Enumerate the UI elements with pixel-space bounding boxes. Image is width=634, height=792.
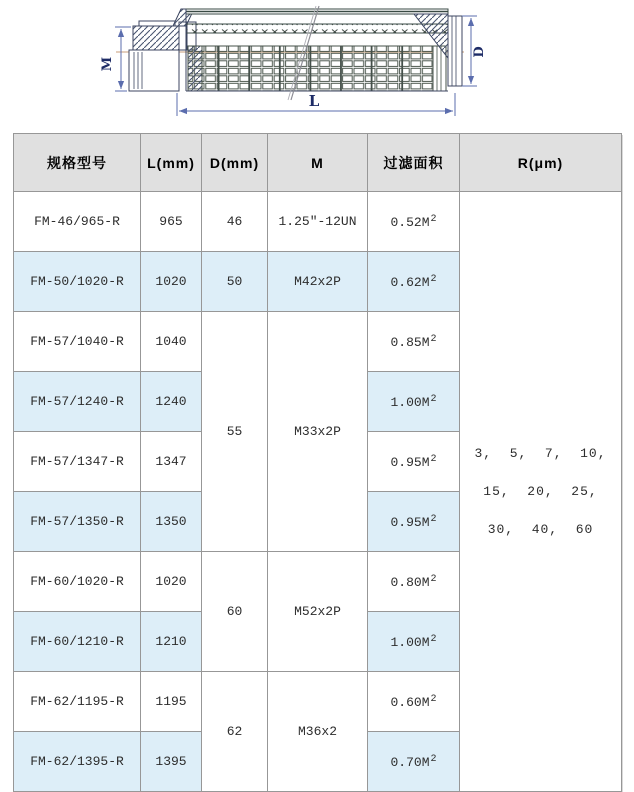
cell-model: FM-60/1020-R (14, 552, 141, 612)
cell-length: 1040 (141, 312, 202, 372)
header-row (14, 134, 622, 192)
table-row (14, 192, 622, 252)
cell-model: FM-57/1350-R (14, 492, 141, 552)
col-header-length: L(mm) (141, 134, 202, 192)
cell-diameter: 62 (202, 672, 268, 792)
col-header-diameter: D(mm) (202, 134, 268, 192)
cell-length: 1395 (141, 732, 202, 792)
area-superscript: 2 (430, 333, 437, 345)
cell-diameter: 55 (202, 312, 268, 552)
cell-model: FM-62/1195-R (14, 672, 141, 732)
cell-diameter: 60 (202, 552, 268, 672)
col-header-rating: R(μm) (460, 134, 622, 192)
dim-label-d: D (472, 46, 487, 58)
rating-line: 30, 40, 60 (487, 521, 594, 537)
cell-area: $0.60M^2$ (368, 672, 460, 732)
cell-model: FM-57/1240-R (14, 372, 141, 432)
cell-thread: 1.25″-12UN (268, 192, 368, 252)
dim-label-l: L (308, 92, 320, 110)
cell-area: $1.00M^2$ (368, 612, 460, 672)
area-superscript: 2 (430, 633, 437, 645)
cell-model: FM-50/1020-R (14, 252, 141, 312)
cell-diameter: 50 (202, 252, 268, 312)
area-superscript: 2 (430, 753, 437, 765)
cell-length: 965 (141, 192, 202, 252)
cell-area: $0.70M^2$ (368, 732, 460, 792)
rating-line: 15, 20, 25, (483, 483, 598, 499)
filter-element-diagram (0, 0, 634, 133)
cell-length: 1020 (141, 252, 202, 312)
cell-thread: M33x2P (268, 312, 368, 552)
cell-area: $0.95M^2$ (368, 492, 460, 552)
col-header-model: 规格型号 (14, 134, 141, 192)
area-superscript: 2 (430, 513, 437, 525)
cell-model: FM-57/1040-R (14, 312, 141, 372)
rating-line: 3, 5, 7, 10, (474, 445, 607, 461)
cell-length: 1240 (141, 372, 202, 432)
cell-model: FM-60/1210-R (14, 612, 141, 672)
dim-label-m: M (100, 56, 115, 72)
cell-thread: M36x2 (268, 672, 368, 792)
cell-rating (460, 192, 622, 792)
cell-length: 1347 (141, 432, 202, 492)
cell-area: $0.52M^2$ (368, 192, 460, 252)
col-header-thread: M (268, 134, 368, 192)
area-superscript: 2 (430, 453, 437, 465)
cell-diameter: 46 (202, 192, 268, 252)
technical-drawing (0, 0, 634, 133)
filter-body (173, 9, 448, 91)
cell-length: 1195 (141, 672, 202, 732)
cell-length: 1020 (141, 552, 202, 612)
cell-area: $0.80M^2$ (368, 552, 460, 612)
area-superscript: 2 (430, 273, 437, 285)
cell-area: $0.85M^2$ (368, 312, 460, 372)
cell-model: FM-57/1347-R (14, 432, 141, 492)
area-superscript: 2 (430, 393, 437, 405)
cell-thread: M52x2P (268, 552, 368, 672)
cell-thread: M42x2P (268, 252, 368, 312)
col-header-area: 过滤面积 (368, 134, 460, 192)
cell-area: $0.62M^2$ (368, 252, 460, 312)
cell-model: FM-46/965-R (14, 192, 141, 252)
area-superscript: 2 (430, 573, 437, 585)
area-superscript: 2 (430, 693, 437, 705)
cell-length: 1350 (141, 492, 202, 552)
cell-length: 1210 (141, 612, 202, 672)
cell-area: $1.00M^2$ (368, 372, 460, 432)
cell-model: FM-62/1395-R (14, 732, 141, 792)
area-superscript: 2 (430, 213, 437, 225)
cell-area: $0.95M^2$ (368, 432, 460, 492)
spec-table (13, 133, 622, 792)
